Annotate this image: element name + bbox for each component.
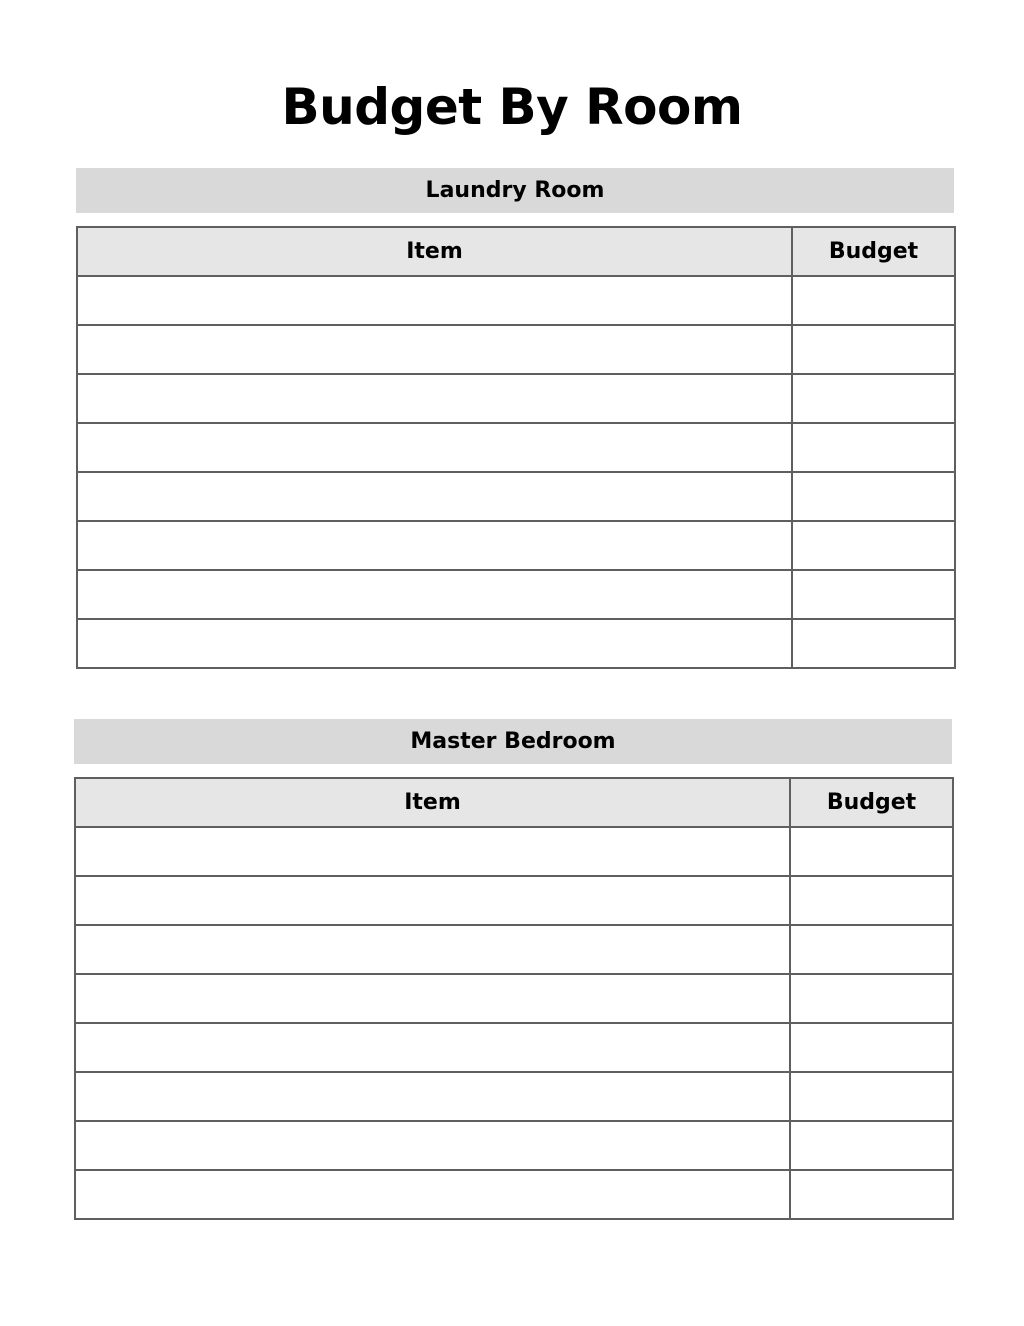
item-cell[interactable] [77, 325, 792, 374]
budget-cell[interactable] [792, 374, 955, 423]
table-row [77, 570, 955, 619]
room-title: Laundry Room [76, 168, 954, 213]
table-row [75, 1072, 953, 1121]
item-cell[interactable] [77, 276, 792, 325]
room-section-master-bedroom [74, 719, 952, 1220]
table-row [75, 1170, 953, 1219]
item-cell[interactable] [77, 423, 792, 472]
budget-column-header: Budget [792, 227, 955, 276]
table-row [77, 325, 955, 374]
table-row [77, 423, 955, 472]
room-title: Master Bedroom [74, 719, 952, 764]
table-header-row [77, 227, 955, 276]
page-title: Budget By Room [281, 78, 743, 136]
budget-cell[interactable] [792, 570, 955, 619]
table-row [75, 925, 953, 974]
table-row [77, 521, 955, 570]
item-cell[interactable] [77, 374, 792, 423]
budget-cell[interactable] [790, 1023, 953, 1072]
table-row [77, 619, 955, 668]
budget-cell[interactable] [792, 521, 955, 570]
item-cell[interactable] [75, 1121, 790, 1170]
table-row [75, 827, 953, 876]
budget-column-header: Budget [790, 778, 953, 827]
item-cell[interactable] [77, 521, 792, 570]
room-section-laundry [76, 168, 954, 669]
table-row [77, 276, 955, 325]
item-cell[interactable] [77, 472, 792, 521]
budget-cell[interactable] [790, 1170, 953, 1219]
item-cell[interactable] [75, 925, 790, 974]
budget-cell[interactable] [790, 974, 953, 1023]
budget-table [74, 777, 954, 1220]
budget-cell[interactable] [792, 325, 955, 374]
budget-cell[interactable] [792, 276, 955, 325]
item-cell[interactable] [75, 1023, 790, 1072]
budget-cell[interactable] [790, 876, 953, 925]
table-body [77, 276, 955, 668]
budget-cell[interactable] [790, 925, 953, 974]
budget-cell[interactable] [792, 472, 955, 521]
table-body [75, 827, 953, 1219]
item-cell[interactable] [75, 1072, 790, 1121]
budget-cell[interactable] [792, 423, 955, 472]
budget-cell[interactable] [790, 827, 953, 876]
budget-table [76, 226, 956, 669]
table-row [77, 472, 955, 521]
item-cell[interactable] [77, 570, 792, 619]
table-row [75, 1121, 953, 1170]
table-header-row [75, 778, 953, 827]
table-row [77, 374, 955, 423]
item-column-header: Item [77, 227, 792, 276]
item-cell[interactable] [75, 827, 790, 876]
item-cell[interactable] [75, 876, 790, 925]
table-row [75, 876, 953, 925]
item-column-header: Item [75, 778, 790, 827]
table-row [75, 1023, 953, 1072]
item-cell[interactable] [75, 974, 790, 1023]
budget-cell[interactable] [790, 1121, 953, 1170]
table-row [75, 974, 953, 1023]
item-cell[interactable] [75, 1170, 790, 1219]
item-cell[interactable] [77, 619, 792, 668]
budget-cell[interactable] [790, 1072, 953, 1121]
budget-cell[interactable] [792, 619, 955, 668]
